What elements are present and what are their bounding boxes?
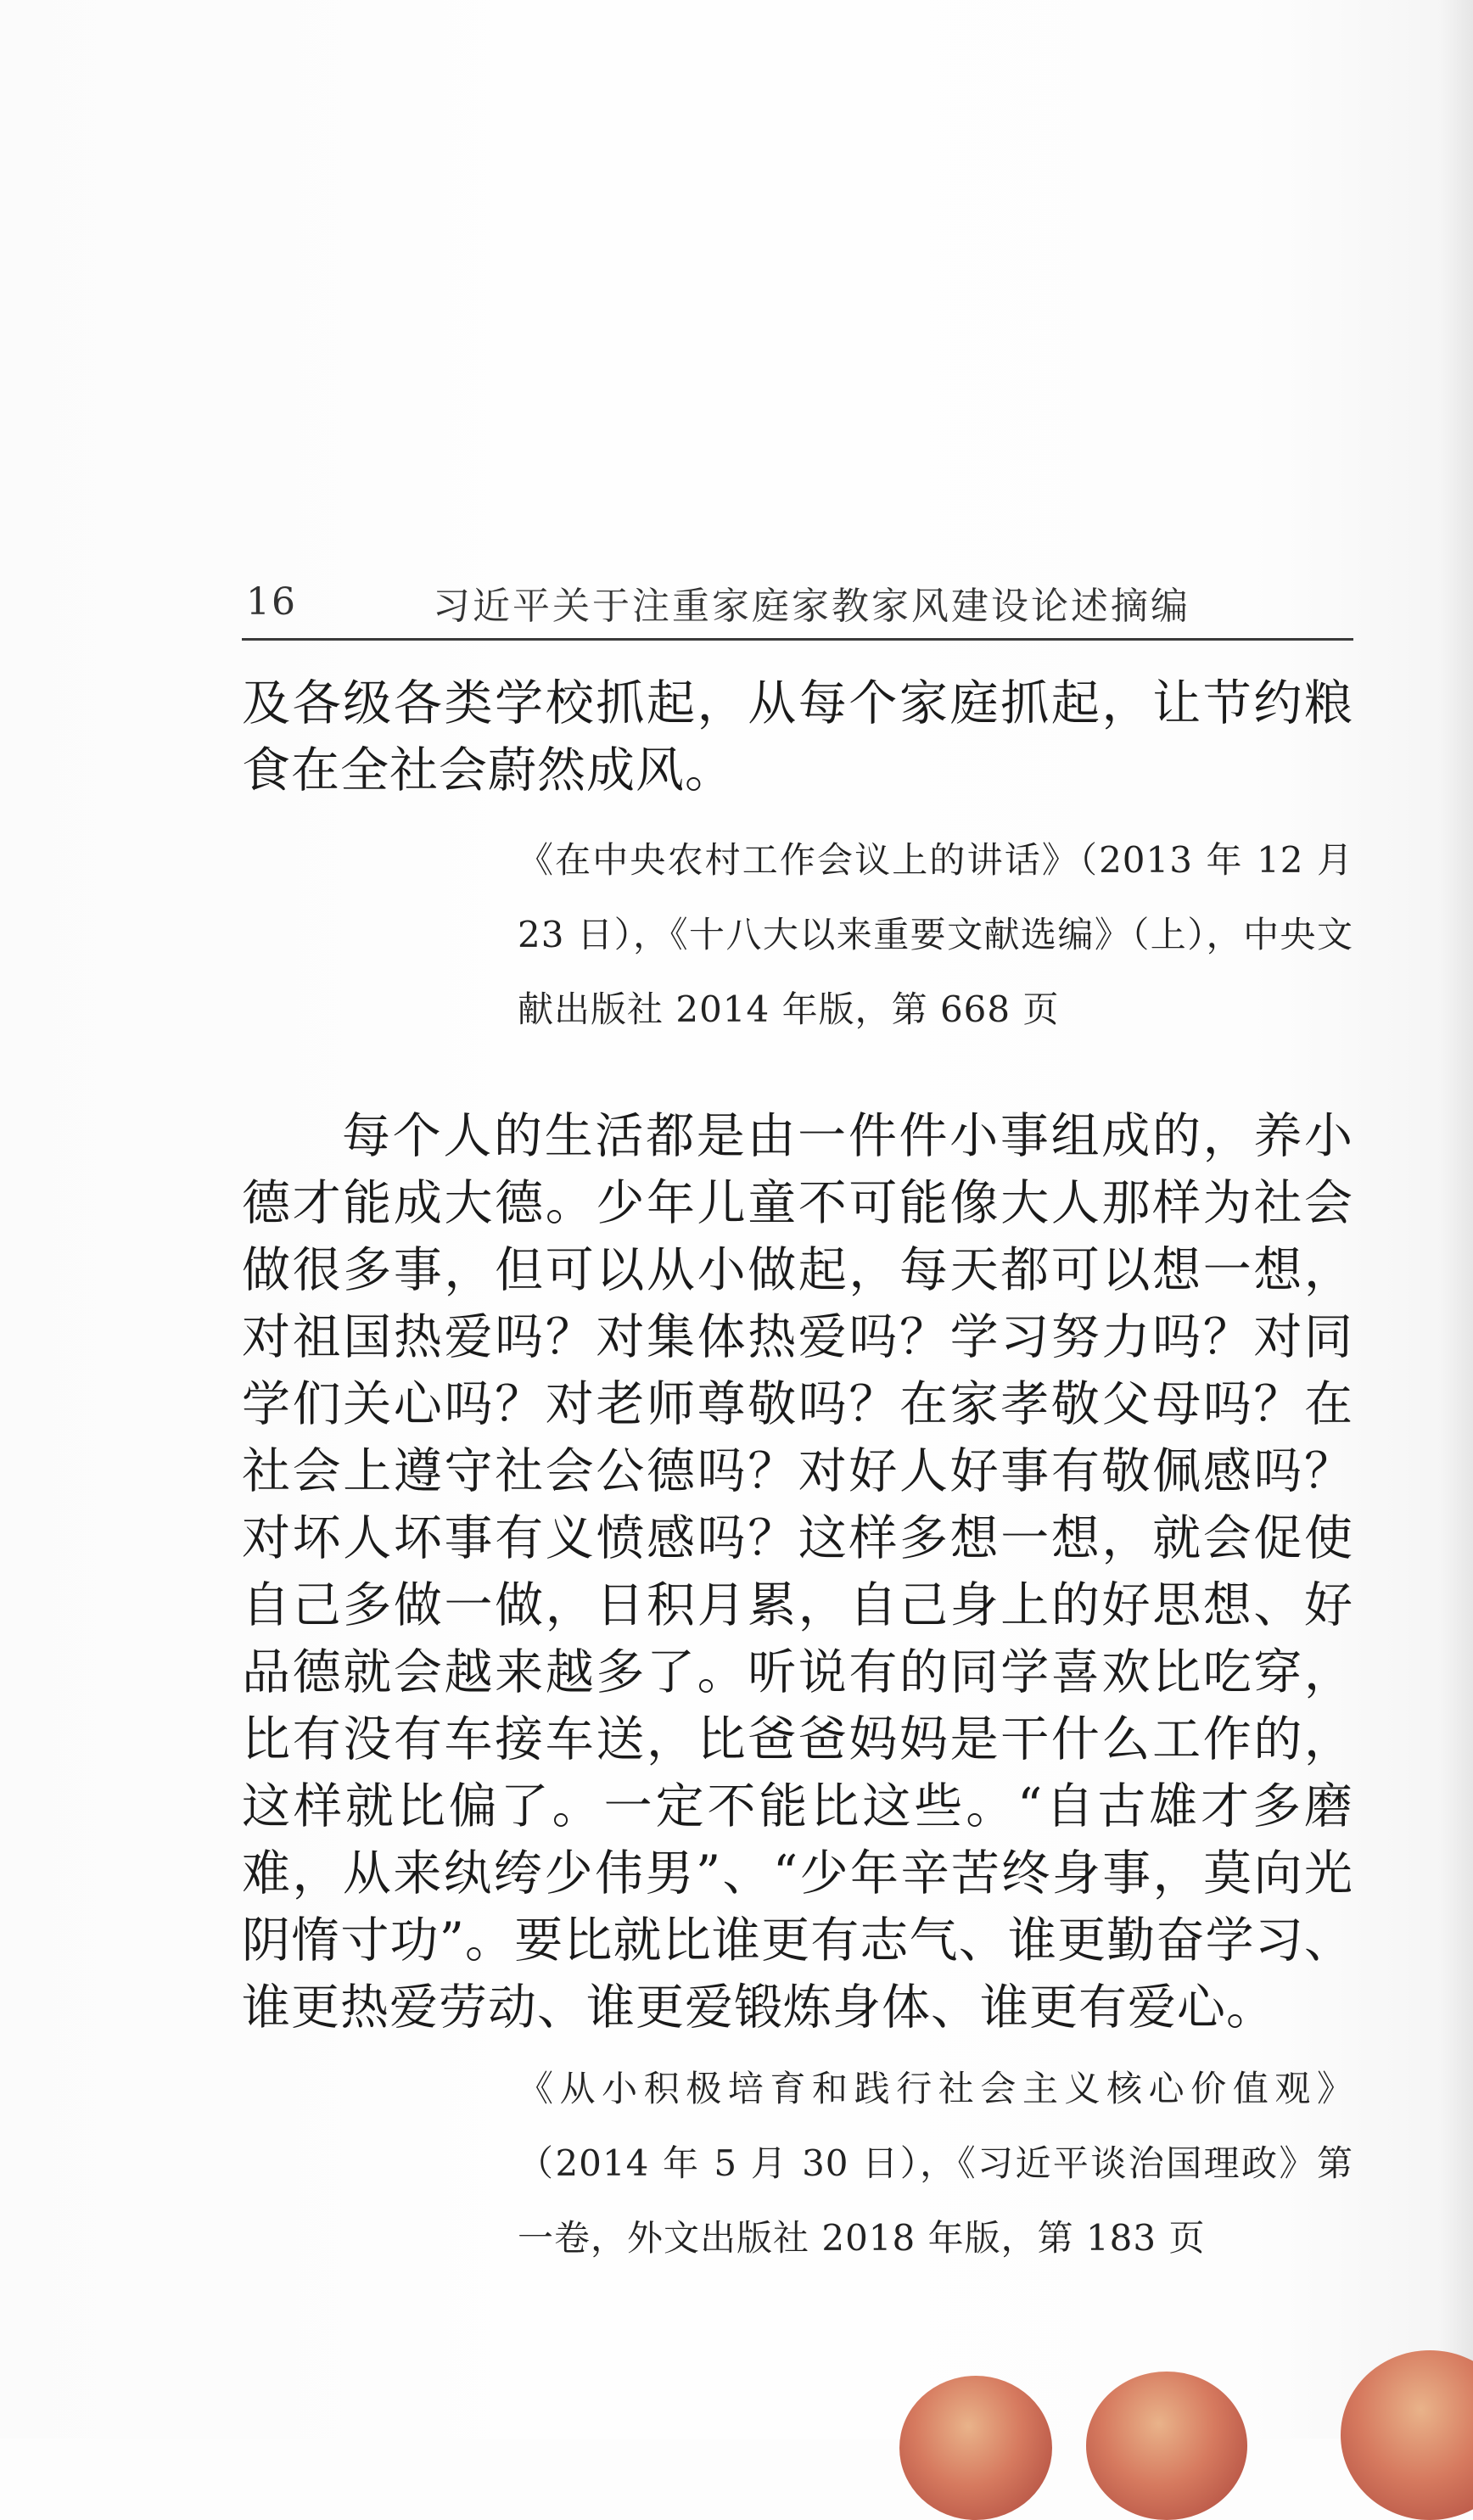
fingertip: [1341, 2350, 1473, 2520]
fingertips-photo-edge: [0, 2342, 1473, 2439]
body-paragraph: 每个人的生活都是由一件件小事组成的，养小德才能成大德。少年儿童不可能像大人那样为社会做很多事，但可以从小做起，每天都可以想一想，对祖国热爱吗？对集体热爱吗？学习努力吗？对同学们关心吗？对老师尊敬吗？在家孝敬父母吗？在社会上遵守社会公德吗？对好人好事有敬佩感吗？对坏人坏事有义愤感吗？这样多想一想，就会促使自己多做一做，日积月累，自己身上的好思想、好品德就会越来越多了。听说有的同学喜欢比吃穿，比有没有车接车送，比爸爸妈妈是干什么工作的，这样就比偏了。一定不能比这些。“自古雄才多磨难，从来纨绔少伟男”、“少年辛苦终身事，莫向光阴惰寸功”。要比就比谁更有志气、谁更勤奋学习、谁更热爱劳动、谁更爱锻炼身体、谁更有爱心。: [242, 1108, 1353, 2036]
fingertip: [1086, 2372, 1247, 2520]
running-header: [246, 575, 1349, 635]
fingertip: [899, 2376, 1052, 2520]
source-citation: 《在中央农村工作会议上的讲话》（2013 年 12 月 23 日），《十八大以来重要文献选编》（上），中央文献出版社 2014 年版，第 668 页: [518, 839, 1353, 1030]
body-paragraph: 及各级各类学校抓起，从每个家庭抓起，让节约粮食在全社会蔚然成风。: [242, 675, 1353, 798]
header-rule: [242, 638, 1353, 641]
source-citation: 《从小积极培育和践行社会主义核心价值观》（2014 年 5 月 30 日），《习近平谈治国理政》第一卷，外文出版社 2018 年版，第 183 页: [518, 2068, 1353, 2259]
page-number: 16: [246, 580, 297, 624]
page-edge-shadow: [1439, 0, 1473, 2439]
book-title: 习近平关于注重家庭家教家风建设论述摘编: [433, 585, 1190, 628]
